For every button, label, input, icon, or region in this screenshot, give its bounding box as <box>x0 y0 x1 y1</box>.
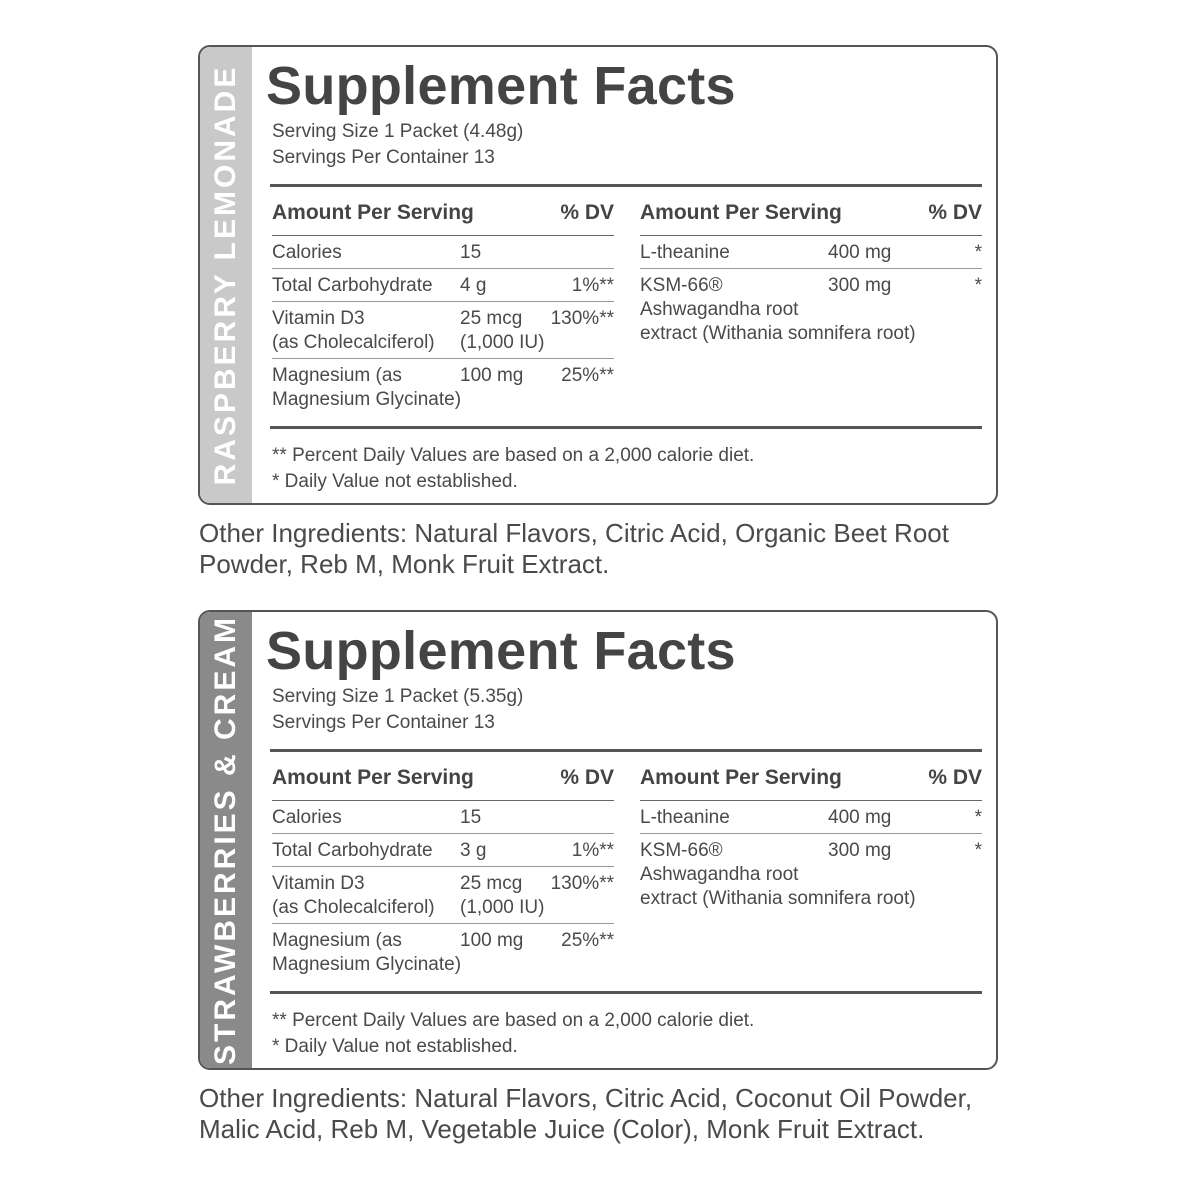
amount-header: Amount Per Serving <box>640 201 842 224</box>
nutrient-dv: * <box>974 275 982 296</box>
top-divider <box>270 184 982 187</box>
dv-header: % DV <box>928 766 982 789</box>
footnotes <box>272 443 754 495</box>
bottom-divider <box>270 991 982 994</box>
dv-header: % DV <box>560 766 614 789</box>
servings-per-container: Servings Per Container 13 <box>272 147 495 168</box>
column-header <box>272 197 614 236</box>
nutrient-amount: 4 g <box>460 275 487 296</box>
nutrient-amount: 25 mcg (1,000 IU) <box>460 308 545 353</box>
supplement-facts-label <box>198 610 998 1070</box>
nutrient-dv: 1%** <box>571 275 614 296</box>
footnote-percent-dv: ** Percent Daily Values are based on a 2,000 calorie diet. <box>272 445 755 466</box>
nutrient-name: Magnesium (as Magnesium Glycinate) <box>272 365 462 410</box>
nutrient-amount: 3 g <box>460 840 487 861</box>
amount-header: Amount Per Serving <box>640 766 842 789</box>
flavor-band <box>200 612 252 1068</box>
nutrient-column-right <box>640 762 982 914</box>
amount-header: Amount Per Serving <box>272 201 474 224</box>
nutrient-dv: * <box>974 242 982 263</box>
nutrient-column-left <box>272 197 614 415</box>
nutrient-name: Total Carbohydrate <box>272 840 433 861</box>
nutrient-dv: 1%** <box>571 840 614 861</box>
nutrient-name: Magnesium (as Magnesium Glycinate) <box>272 930 462 975</box>
nutrient-row <box>272 924 614 980</box>
footnotes <box>272 1008 754 1060</box>
bottom-divider <box>270 426 982 429</box>
dv-header: % DV <box>928 201 982 224</box>
nutrient-amount: 400 mg <box>828 807 892 828</box>
amount-header: Amount Per Serving <box>272 766 474 789</box>
supplement-facts-label <box>198 45 998 505</box>
nutrient-amount: 15 <box>460 807 482 828</box>
flavor-name: RASPBERRY LEMONADE <box>209 64 242 486</box>
nutrient-amount: 25 mcg (1,000 IU) <box>460 873 545 918</box>
other-ingredients: Other Ingredients: Natural Flavors, Citric Acid, Coconut Oil Powder, Malic Acid, Reb M, Vegetable Juice (Color), Monk Fruit Extract. <box>199 1083 973 1144</box>
nutrient-column-right <box>640 197 982 349</box>
top-divider <box>270 749 982 752</box>
nutrient-row <box>272 269 614 302</box>
serving-info <box>272 119 523 171</box>
serving-size: Serving Size 1 Packet (5.35g) <box>272 686 524 707</box>
footnote-percent-dv: ** Percent Daily Values are based on a 2,000 calorie diet. <box>272 1010 755 1031</box>
other-ingredients: Other Ingredients: Natural Flavors, Citric Acid, Organic Beet Root Powder, Reb M, Monk Fruit Extract. <box>199 518 949 579</box>
nutrient-name: KSM-66® Ashwagandha root extract (Withania somnifera root) <box>640 275 916 344</box>
nutrient-row <box>640 834 982 914</box>
nutrient-name: Vitamin D3 (as Cholecalciferol) <box>272 308 435 353</box>
nutrient-row <box>640 236 982 269</box>
column-header <box>640 197 982 236</box>
nutrient-row <box>272 834 614 867</box>
nutrient-amount: 100 mg <box>460 930 524 951</box>
column-header <box>272 762 614 801</box>
facts-title: Supplement Facts <box>266 56 736 116</box>
nutrient-name: Total Carbohydrate <box>272 275 433 296</box>
nutrient-amount: 15 <box>460 242 482 263</box>
nutrient-dv: 130%** <box>550 873 614 894</box>
serving-info <box>272 684 523 736</box>
nutrient-amount: 100 mg <box>460 365 524 386</box>
nutrient-dv: 130%** <box>550 308 614 329</box>
nutrient-name: Calories <box>272 807 342 828</box>
nutrient-amount: 300 mg <box>828 275 892 296</box>
nutrient-name: Calories <box>272 242 342 263</box>
nutrient-name: Vitamin D3 (as Cholecalciferol) <box>272 873 435 918</box>
flavor-name: STRAWBERRIES & CREAM <box>209 614 242 1066</box>
column-header <box>640 762 982 801</box>
nutrient-dv: 25%** <box>561 930 614 951</box>
nutrient-row <box>272 359 614 415</box>
nutrient-column-left <box>272 762 614 980</box>
nutrient-row <box>272 801 614 834</box>
nutrient-name: L-theanine <box>640 807 730 828</box>
nutrient-amount: 400 mg <box>828 242 892 263</box>
nutrient-row <box>272 236 614 269</box>
nutrient-row <box>640 269 982 349</box>
servings-per-container: Servings Per Container 13 <box>272 712 495 733</box>
nutrient-dv: * <box>974 840 982 861</box>
nutrient-amount: 300 mg <box>828 840 892 861</box>
dv-header: % DV <box>560 201 614 224</box>
nutrient-dv: 25%** <box>561 365 614 386</box>
facts-title: Supplement Facts <box>266 621 736 681</box>
nutrient-name: KSM-66® Ashwagandha root extract (Withania somnifera root) <box>640 840 916 909</box>
nutrient-row <box>272 302 614 359</box>
footnote-dv-not-established: * Daily Value not established. <box>272 1036 518 1057</box>
flavor-band <box>200 47 252 503</box>
nutrient-name: L-theanine <box>640 242 730 263</box>
nutrient-row <box>272 867 614 924</box>
footnote-dv-not-established: * Daily Value not established. <box>272 471 518 492</box>
serving-size: Serving Size 1 Packet (4.48g) <box>272 121 524 142</box>
nutrient-row <box>640 801 982 834</box>
nutrient-dv: * <box>974 807 982 828</box>
